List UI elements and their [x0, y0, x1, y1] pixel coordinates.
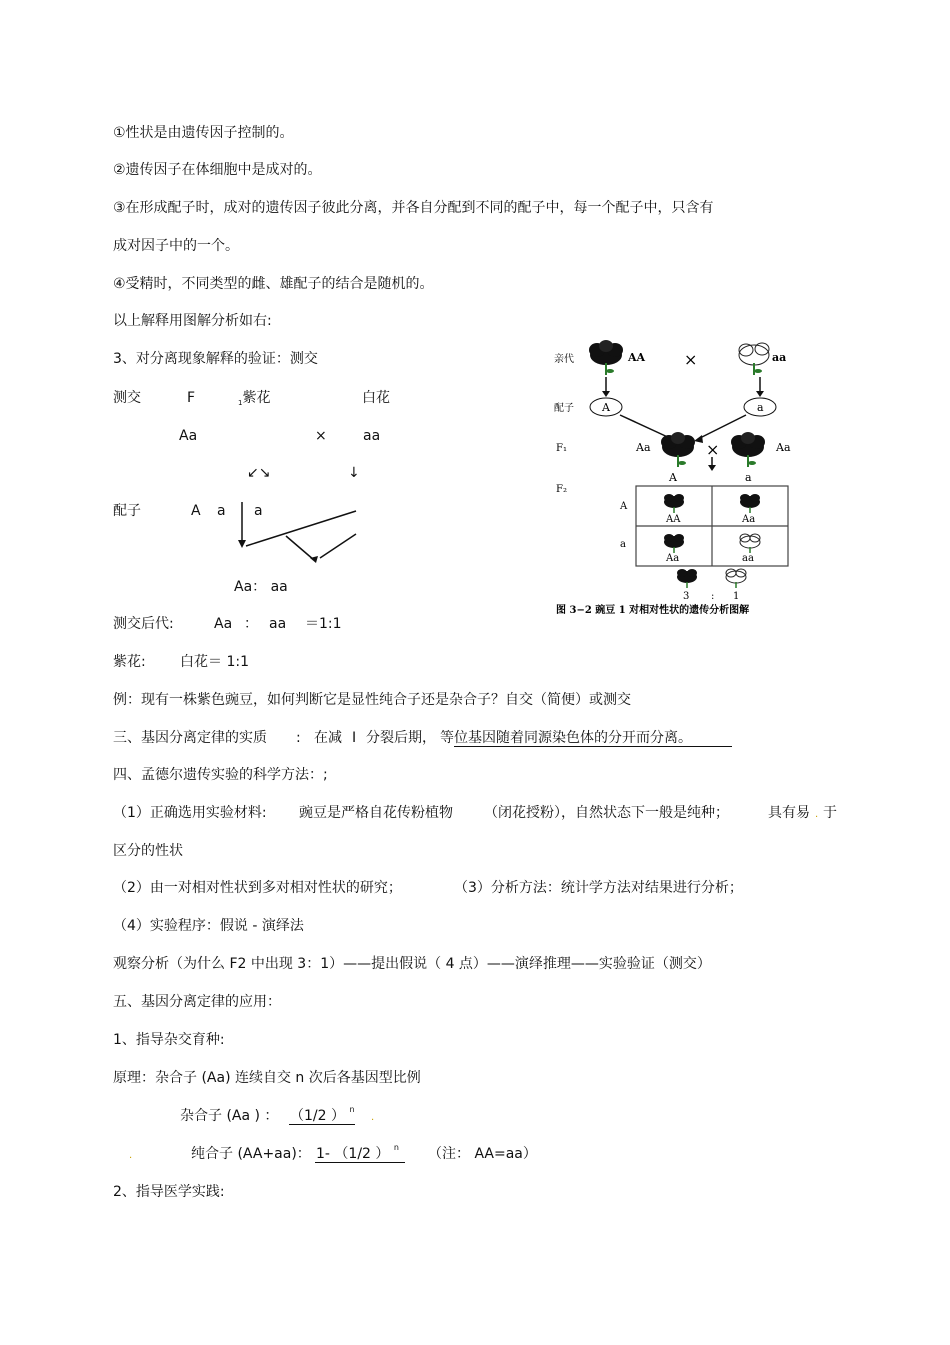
punnett-cell-het-1: Aa: [742, 514, 756, 525]
gamete-a-dominant: A: [191, 503, 201, 519]
punnett-cell-aa-recessive: aa: [742, 553, 754, 564]
diagram-row-b: a: [620, 539, 626, 550]
section4-item3: （3）分析方法：统计学方法对结果进行分析；: [454, 880, 743, 896]
arrow-head: [694, 435, 703, 443]
purple-flower-label: 紫花: [242, 390, 271, 406]
homozygote-exponent: n: [393, 1143, 399, 1152]
diagram-f1-cross: ×: [706, 440, 720, 459]
homozygote-note: （注： AA=aa）: [428, 1146, 537, 1162]
diagram-ratio-left: 3: [683, 591, 690, 602]
section5-title: 五、基因分离定律的应用：: [113, 994, 281, 1010]
parent-genotype-aa: Aa: [179, 428, 198, 444]
heterozygote-label: 杂合子 (Aa ) ：: [180, 1108, 279, 1124]
f1-subscript: 1: [238, 399, 243, 407]
arrow-line: [620, 415, 672, 439]
section4-item1-c: （闭花授粉），自然状态下一般是纯种；: [484, 805, 729, 821]
text-line-5: ④受精时，不同类型的雌、雄配子的结合是随机的。: [113, 276, 434, 292]
section5-principle: 原理：杂合子 (Aa) 连续自交 n 次后各基因型比例: [113, 1070, 421, 1086]
dark-flower-icon: [677, 569, 697, 588]
arrow-head: [756, 391, 764, 397]
down-arrow: ↓: [348, 465, 360, 481]
section3-underline: [454, 746, 732, 747]
offspring-genotypes: Aa： aa: [234, 579, 288, 595]
diagram-col-a: A: [669, 471, 677, 484]
cross-sign: ×: [315, 428, 327, 444]
heterozygote-underline: [289, 1124, 355, 1125]
white-flower-label: 白花: [362, 390, 390, 406]
result-genotype-2: aa: [269, 616, 287, 632]
diagram-parent-left: AA: [628, 351, 646, 364]
dark-flower-icon: [731, 432, 765, 467]
diagram-parent-cross: ×: [684, 350, 698, 369]
section3-colon: :: [296, 730, 301, 746]
gamete-label: 配子: [113, 503, 141, 519]
section4-item4: （4）实验程序：假说 - 演绎法: [113, 918, 304, 934]
section4-item1-a: （1）正确选用实验材料:: [113, 805, 267, 821]
split-arrows: ↙↘: [247, 465, 271, 481]
gamete-a-recessive-2: a: [254, 503, 263, 519]
section-heading-testcross: 3、对分离现象解释的验证：测交: [113, 351, 318, 367]
text-line-4: 成对因子中的一个。: [113, 238, 239, 254]
diagram-ratio-right: 1: [733, 591, 740, 602]
diagram-f1-label: F₁: [556, 443, 567, 454]
section3-in-meiosis: 在减: [314, 730, 342, 746]
section3-prefix: 三、基因分离定律的实质: [113, 730, 267, 746]
testcross-label: 测交: [113, 390, 141, 406]
diagram-f1-left: Aa: [636, 441, 651, 454]
decorative-dot: .: [129, 1150, 133, 1161]
diagram-col-b: a: [745, 471, 752, 484]
result-colon: ：: [244, 616, 258, 632]
testcross-result-label: 测交后代:: [113, 616, 174, 632]
section4-item1-f: 区分的性状: [113, 843, 183, 859]
f-label: F: [187, 390, 196, 406]
section4-observe: 观察分析（为什么 F2 中出现 3：1）——提出假说（ 4 点）——演绎推理——实验验证（测交）: [113, 956, 711, 972]
diagram-parent-label: 亲代: [554, 354, 574, 365]
example-line: 例：现有一株紫色豌豆，如何判断它是显性纯合子还是杂合子？自交（简便）或测交: [113, 692, 631, 708]
diagram-gamete-left: A: [602, 401, 610, 414]
arrow-head: [602, 391, 610, 397]
section3-underlined: 等位基因随着同源染色体的分开而分离。: [440, 730, 692, 746]
diagram-caption: 图 3−2 豌豆 1 对相对性状的遗传分析图解: [556, 605, 750, 616]
diagram-f1-right: Aa: [776, 441, 791, 454]
dark-flower-icon: [589, 340, 623, 375]
phenotype-purple: 紫花:: [113, 654, 146, 670]
homozygote-underline: [315, 1162, 405, 1163]
decorative-dot: .: [815, 809, 819, 820]
diagram-parent-right: aa: [772, 351, 787, 364]
diagram-gamete-right: a: [757, 401, 764, 414]
decorative-dot: .: [371, 1112, 375, 1123]
gamete-combination-lines: [230, 500, 360, 570]
phenotype-ratio: 白花＝ 1:1: [180, 654, 249, 670]
section3-roman: I: [352, 730, 357, 746]
white-flower-icon: [739, 343, 769, 375]
gamete-a-recessive-1: a: [217, 503, 226, 519]
punnett-cell-het-2: Aa: [666, 553, 680, 564]
section4-item1-e: 于: [823, 805, 837, 821]
section4-title: 四、孟德尔遗传实验的科学方法：;: [113, 767, 328, 783]
parent-genotype-recessive: aa: [363, 428, 381, 444]
section4-item1-b: 豌豆是严格自花传粉植物: [299, 805, 453, 821]
section5-item2: 2、指导医学实践:: [113, 1184, 225, 1200]
homozygote-fraction: 1- （1/2 ）: [316, 1146, 390, 1162]
arrow-head: [708, 465, 716, 471]
f1-parent: [238, 389, 270, 409]
white-flower-icon: [726, 569, 746, 588]
homozygote-label: 纯合子 (AA+aa)：: [191, 1146, 311, 1162]
diagram-f2-label: F₂: [556, 484, 567, 495]
section3-after: 分裂后期，: [366, 730, 436, 746]
heterozygote-fraction: （1/2 ）: [290, 1108, 345, 1124]
section5-item1: 1、指导杂交育种:: [113, 1032, 225, 1048]
section4-item2: （2）由一对相对性状到多对相对性状的研究；: [113, 880, 402, 896]
result-genotype-1: Aa: [214, 616, 233, 632]
result-ratio: ＝1:1: [305, 616, 342, 632]
dark-flower-icon: [661, 432, 695, 467]
text-line-2: ②遗传因子在体细胞中是成对的。: [113, 162, 322, 178]
diagram-row-a: A: [620, 501, 628, 512]
diagram-gamete-label: 配子: [554, 403, 574, 414]
text-line-1: ①性状是由遗传因子控制的。: [113, 125, 294, 141]
section4-item1-d: 具有易: [768, 805, 810, 821]
heterozygote-exponent: n: [349, 1105, 355, 1114]
text-line-3: ③在形成配子时，成对的遗传因子彼此分离，并各自分配到不同的配子中，每一个配子中，只含有: [113, 200, 714, 216]
text-line-6: 以上解释用图解分析如右:: [113, 313, 272, 329]
punnett-cell-aa-dominant: AA: [666, 514, 681, 525]
diagram-ratio-colon: :: [711, 591, 715, 602]
pea-genetics-diagram: [548, 335, 820, 621]
